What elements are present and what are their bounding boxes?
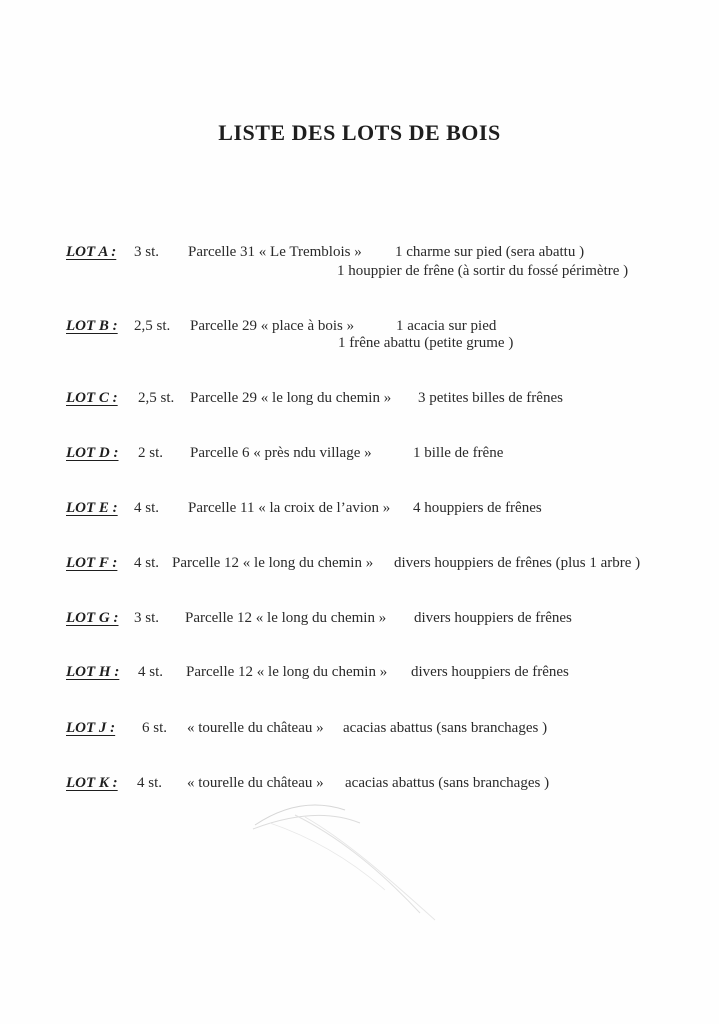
lot-parcelle: Parcelle 12 « le long du chemin » bbox=[185, 610, 387, 626]
lot-parcelle: Parcelle 12 « le long du chemin » bbox=[186, 664, 388, 680]
lot-volume: 4 st. bbox=[134, 500, 160, 516]
lot-label: LOT D : bbox=[66, 445, 119, 461]
lot-content-line: 1 charme sur pied (sera abattu ) bbox=[395, 244, 585, 260]
lot-parcelle: Parcelle 6 « près ndu village » bbox=[190, 445, 372, 461]
lot-content-line: 1 houppier de frêne (à sortir du fossé périmètre ) bbox=[337, 263, 629, 279]
lot-volume: 2,5 st. bbox=[138, 390, 175, 406]
page-title: LISTE DES LOTS DE BOIS bbox=[218, 120, 501, 145]
lot-volume: 3 st. bbox=[134, 244, 160, 260]
lot-label: LOT J : bbox=[66, 720, 116, 736]
lot-content-line: acacias abattus (sans branchages ) bbox=[345, 775, 550, 791]
lot-parcelle: « tourelle du château » bbox=[187, 720, 324, 736]
lot-parcelle: Parcelle 29 « le long du chemin » bbox=[190, 390, 392, 406]
lot-content-line: divers houppiers de frênes (plus 1 arbre ) bbox=[394, 555, 641, 571]
lot-content-line: divers houppiers de frênes bbox=[411, 664, 569, 680]
lot-parcelle: Parcelle 11 « la croix de l’avion » bbox=[188, 500, 391, 516]
lot-label: LOT F : bbox=[66, 555, 118, 571]
lot-volume: 4 st. bbox=[137, 775, 163, 791]
lot-content-line: 1 bille de frêne bbox=[413, 445, 504, 461]
lot-volume: 2 st. bbox=[138, 445, 164, 461]
lot-volume: 4 st. bbox=[134, 555, 160, 571]
lot-volume: 6 st. bbox=[142, 720, 168, 736]
pencil-scribble bbox=[235, 795, 465, 925]
lot-content-line: 1 acacia sur pied bbox=[396, 318, 497, 334]
lot-volume: 3 st. bbox=[134, 610, 160, 626]
lot-label: LOT B : bbox=[66, 318, 118, 334]
lot-volume: 4 st. bbox=[138, 664, 164, 680]
lot-parcelle: Parcelle 31 « Le Tremblois » bbox=[188, 244, 362, 260]
lot-label: LOT G : bbox=[66, 610, 119, 626]
lot-parcelle: Parcelle 12 « le long du chemin » bbox=[172, 555, 374, 571]
lot-content-line: acacias abattus (sans branchages ) bbox=[343, 720, 548, 736]
lot-label: LOT K : bbox=[66, 775, 118, 791]
lot-label: LOT C : bbox=[66, 390, 118, 406]
lot-volume: 2,5 st. bbox=[134, 318, 171, 334]
lot-label: LOT H : bbox=[66, 664, 120, 680]
lot-label: LOT A : bbox=[66, 244, 117, 260]
lot-content-line: 1 frêne abattu (petite grume ) bbox=[338, 335, 514, 351]
lot-label: LOT E : bbox=[66, 500, 118, 516]
lot-content-line: 3 petites billes de frênes bbox=[418, 390, 563, 406]
lot-content-line: divers houppiers de frênes bbox=[414, 610, 572, 626]
lot-parcelle: Parcelle 29 « place à bois » bbox=[190, 318, 355, 334]
lot-parcelle: « tourelle du château » bbox=[187, 775, 324, 791]
lot-content-line: 4 houppiers de frênes bbox=[413, 500, 542, 516]
